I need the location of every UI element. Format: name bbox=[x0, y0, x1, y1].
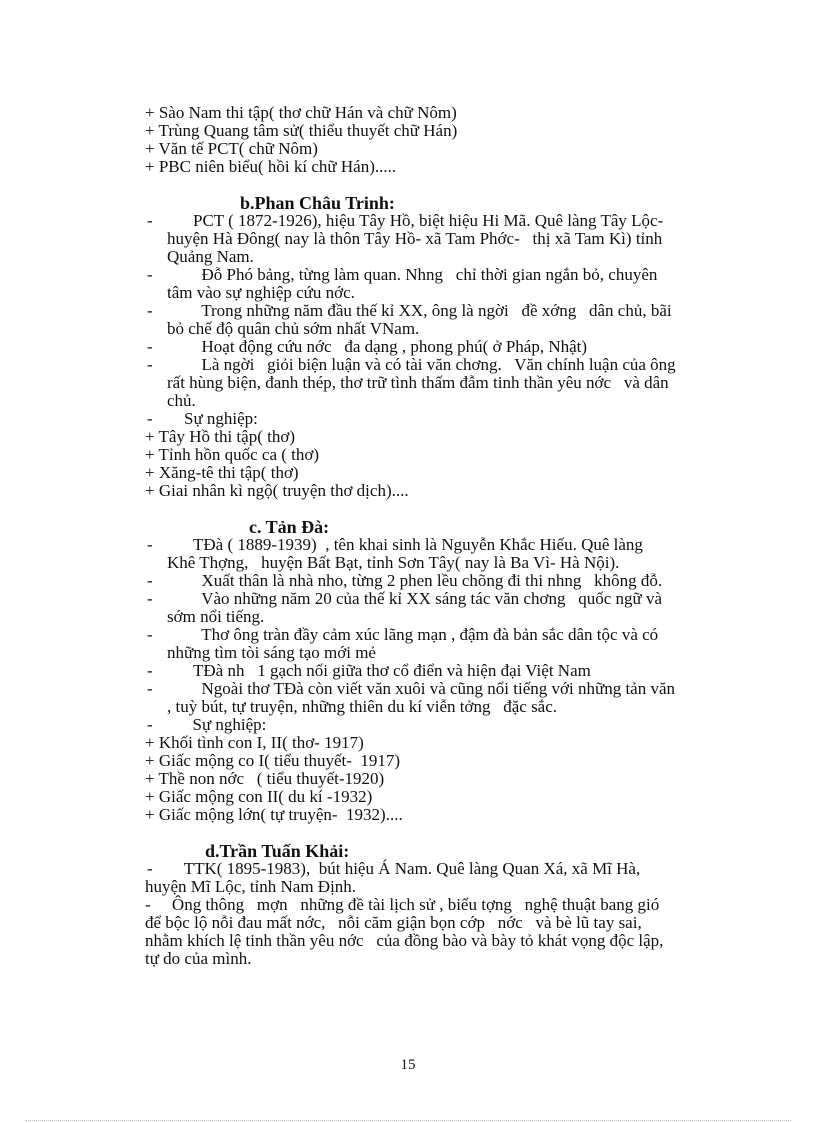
paragraph-line bbox=[145, 212, 725, 230]
paragraph-line bbox=[145, 338, 725, 356]
paragraph-line bbox=[145, 356, 725, 374]
line-text: Thơ ông tràn đầy cảm xúc lãng mạn , đậm đà bản sắc dân tộc và có bbox=[193, 625, 659, 644]
paragraph-line bbox=[145, 626, 725, 644]
line-text: + Khối tình con I, II( thơ- 1917) bbox=[145, 733, 364, 752]
bullet-dash: - bbox=[147, 715, 153, 734]
work-list-item bbox=[145, 140, 725, 158]
line-text: Xuất thân là nhà nho, từng 2 phen lều chõng đi thi nhng không đỗ. bbox=[193, 571, 663, 590]
work-list-item bbox=[145, 752, 725, 770]
bullet-dash: - bbox=[147, 625, 153, 644]
page-bottom-border bbox=[25, 1120, 791, 1121]
paragraph-line bbox=[145, 392, 725, 410]
work-list-item bbox=[145, 428, 725, 446]
paragraph-line bbox=[145, 698, 725, 716]
line-text: + Giai nhân kì ngộ( truyện thơ dịch).... bbox=[145, 481, 409, 500]
paragraph-line bbox=[145, 680, 725, 698]
paragraph-line bbox=[145, 284, 725, 302]
section-heading: b.Phan Châu Trinh: bbox=[240, 193, 395, 213]
line-text: sớm nổi tiếng. bbox=[167, 607, 265, 626]
bullet-dash: - bbox=[147, 589, 153, 608]
line-text: + Văn tế PCT( chữ Nôm) bbox=[145, 139, 318, 158]
paragraph-line bbox=[145, 320, 725, 338]
paragraph-line bbox=[145, 608, 725, 626]
line-text: Sự nghiệp: bbox=[167, 409, 258, 428]
line-text: + Sào Nam thi tập( thơ chữ Hán và chữ Nôm) bbox=[145, 103, 457, 122]
line-text: tự do của mình. bbox=[145, 949, 252, 968]
paragraph-line bbox=[145, 590, 725, 608]
line-text: Vào những năm 20 của thế kỉ XX sáng tác văn chơng quốc ngữ và bbox=[193, 589, 662, 608]
paragraph-line bbox=[145, 536, 725, 554]
paragraph-line bbox=[145, 716, 725, 734]
bullet-dash: - bbox=[147, 337, 153, 356]
bullet-dash: - bbox=[147, 859, 153, 878]
paragraph-line bbox=[145, 572, 725, 590]
work-list-item bbox=[145, 158, 725, 176]
page-number: 15 bbox=[400, 1057, 416, 1073]
blank-line bbox=[145, 824, 725, 842]
paragraph-line bbox=[145, 644, 725, 662]
bullet-dash: - bbox=[147, 661, 153, 680]
line-text: Đỗ Phó bảng, từng làm quan. Nhng chỉ thời gian ngắn bỏ, chuyên bbox=[193, 265, 658, 284]
paragraph-line bbox=[145, 914, 725, 932]
line-text: Là ngời giỏi biện luận và có tài văn chơng. Văn chính luận của ông bbox=[193, 355, 676, 374]
line-text: , tuỳ bút, tự truyện, những thiên du kí viễn tởng đặc sắc. bbox=[167, 697, 558, 716]
paragraph-line bbox=[145, 932, 725, 950]
line-text: rất hùng biện, đanh thép, thơ trữ tình thấm đẫm tinh thần yêu nớc và dân bbox=[167, 373, 669, 392]
line-text: + Trùng Quang tâm sử( thiểu thuyết chữ Hán) bbox=[145, 121, 458, 140]
paragraph-line bbox=[145, 266, 725, 284]
paragraph-line bbox=[145, 554, 725, 572]
line-text: - Ông thông mợn những đề tài lịch sử , biểu tợng nghệ thuật bang gió bbox=[145, 895, 660, 914]
paragraph-line bbox=[145, 248, 725, 266]
line-text: PCT ( 1872-1926), hiệu Tây Hồ, biệt hiệu Hi Mã. Quê làng Tây Lộc- bbox=[193, 211, 664, 230]
work-list-item bbox=[145, 806, 725, 824]
line-text: + Giấc mộng co I( tiểu thuyết- 1917) bbox=[145, 751, 401, 770]
work-list-item bbox=[145, 788, 725, 806]
blank-line bbox=[145, 500, 725, 518]
work-list-item bbox=[145, 104, 725, 122]
line-text: + Thề non nớc ( tiểu thuyết-1920) bbox=[145, 769, 385, 788]
line-text: nhằm khích lệ tinh thần yêu nớc của đồng bào và bày tỏ khát vọng độc lập, bbox=[145, 931, 664, 950]
paragraph-line bbox=[145, 878, 725, 896]
line-text: + Tây Hồ thi tập( thơ) bbox=[145, 427, 295, 446]
line-text: huyện Mĩ Lộc, tỉnh Nam Định. bbox=[145, 877, 357, 896]
paragraph-line bbox=[145, 374, 725, 392]
section-heading: d.Trần Tuấn Khải: bbox=[205, 841, 350, 861]
line-text: TTK( 1895-1983), bút hiệu Á Nam. Quê làng Quan Xá, xã Mĩ Hà, bbox=[167, 859, 641, 878]
line-text: Trong những năm đầu thế kỉ XX, ông là ngời đề xớng dân chủ, bãi bbox=[193, 301, 672, 320]
line-text: tâm vào sự nghiệp cứu nớc. bbox=[167, 283, 355, 302]
paragraph-line bbox=[145, 302, 725, 320]
line-text: những tìm tòi sáng tạo mới mẻ bbox=[167, 643, 376, 662]
paragraph-line bbox=[145, 410, 725, 428]
bullet-dash: - bbox=[147, 265, 153, 284]
line-text: + PBC niên biểu( hồi kí chữ Hán)..... bbox=[145, 157, 397, 176]
line-text: Hoạt động cứu nớc đa dạng , phong phú( ở Pháp, Nhật) bbox=[193, 337, 588, 356]
blank-line bbox=[145, 176, 725, 194]
section-heading: c. Tản Đà: bbox=[249, 517, 330, 537]
bullet-dash: - bbox=[147, 679, 153, 698]
line-text: Quảng Nam. bbox=[167, 247, 254, 266]
bullet-dash: - bbox=[147, 535, 153, 554]
line-text: Sự nghiệp: bbox=[167, 715, 267, 734]
line-text: + Xăng-tê thi tập( thơ) bbox=[145, 463, 299, 482]
line-text: + Giấc mộng con II( du kí -1932) bbox=[145, 787, 373, 806]
document-body bbox=[145, 104, 725, 968]
bullet-dash: - bbox=[147, 571, 153, 590]
line-text: + Tỉnh hồn quốc ca ( thơ) bbox=[145, 445, 320, 464]
line-text: để bộc lộ nỗi đau mất nớc, nỗi căm giận bọn cớp nớc và bè lũ tay sai, bbox=[145, 913, 642, 932]
work-list-item bbox=[145, 734, 725, 752]
line-text: Khê Thợng, huyện Bất Bạt, tỉnh Sơn Tây( nay là Ba Vì- Hà Nội). bbox=[167, 553, 620, 572]
line-text: TĐà ( 1889-1939) , tên khai sinh là Nguyễn Khắc Hiếu. Quê làng bbox=[193, 535, 643, 554]
line-text: Ngoài thơ TĐà còn viết văn xuôi và cũng nổi tiếng với những tản văn bbox=[193, 679, 676, 698]
bullet-dash: - bbox=[147, 211, 153, 230]
paragraph-line bbox=[145, 860, 725, 878]
bullet-dash: - bbox=[147, 355, 153, 374]
bullet-dash: - bbox=[147, 301, 153, 320]
line-text: bỏ chế độ quân chủ sớm nhất VNam. bbox=[167, 319, 420, 338]
line-text: TĐà nh 1 gạch nối giữa thơ cổ điển và hiện đại Việt Nam bbox=[193, 661, 591, 680]
work-list-item bbox=[145, 122, 725, 140]
work-list-item bbox=[145, 446, 725, 464]
line-text: chủ. bbox=[167, 391, 196, 410]
line-text: huyện Hà Đông( nay là thôn Tây Hồ- xã Tam Phớc- thị xã Tam Kì) tỉnh bbox=[167, 229, 663, 248]
bullet-dash: - bbox=[147, 409, 153, 428]
line-text: + Giấc mộng lớn( tự truyện- 1932).... bbox=[145, 805, 403, 824]
paragraph-line bbox=[145, 896, 725, 914]
paragraph-line bbox=[145, 950, 725, 968]
paragraph-line bbox=[145, 662, 725, 680]
work-list-item bbox=[145, 464, 725, 482]
work-list-item bbox=[145, 770, 725, 788]
paragraph-line bbox=[145, 230, 725, 248]
work-list-item bbox=[145, 482, 725, 500]
